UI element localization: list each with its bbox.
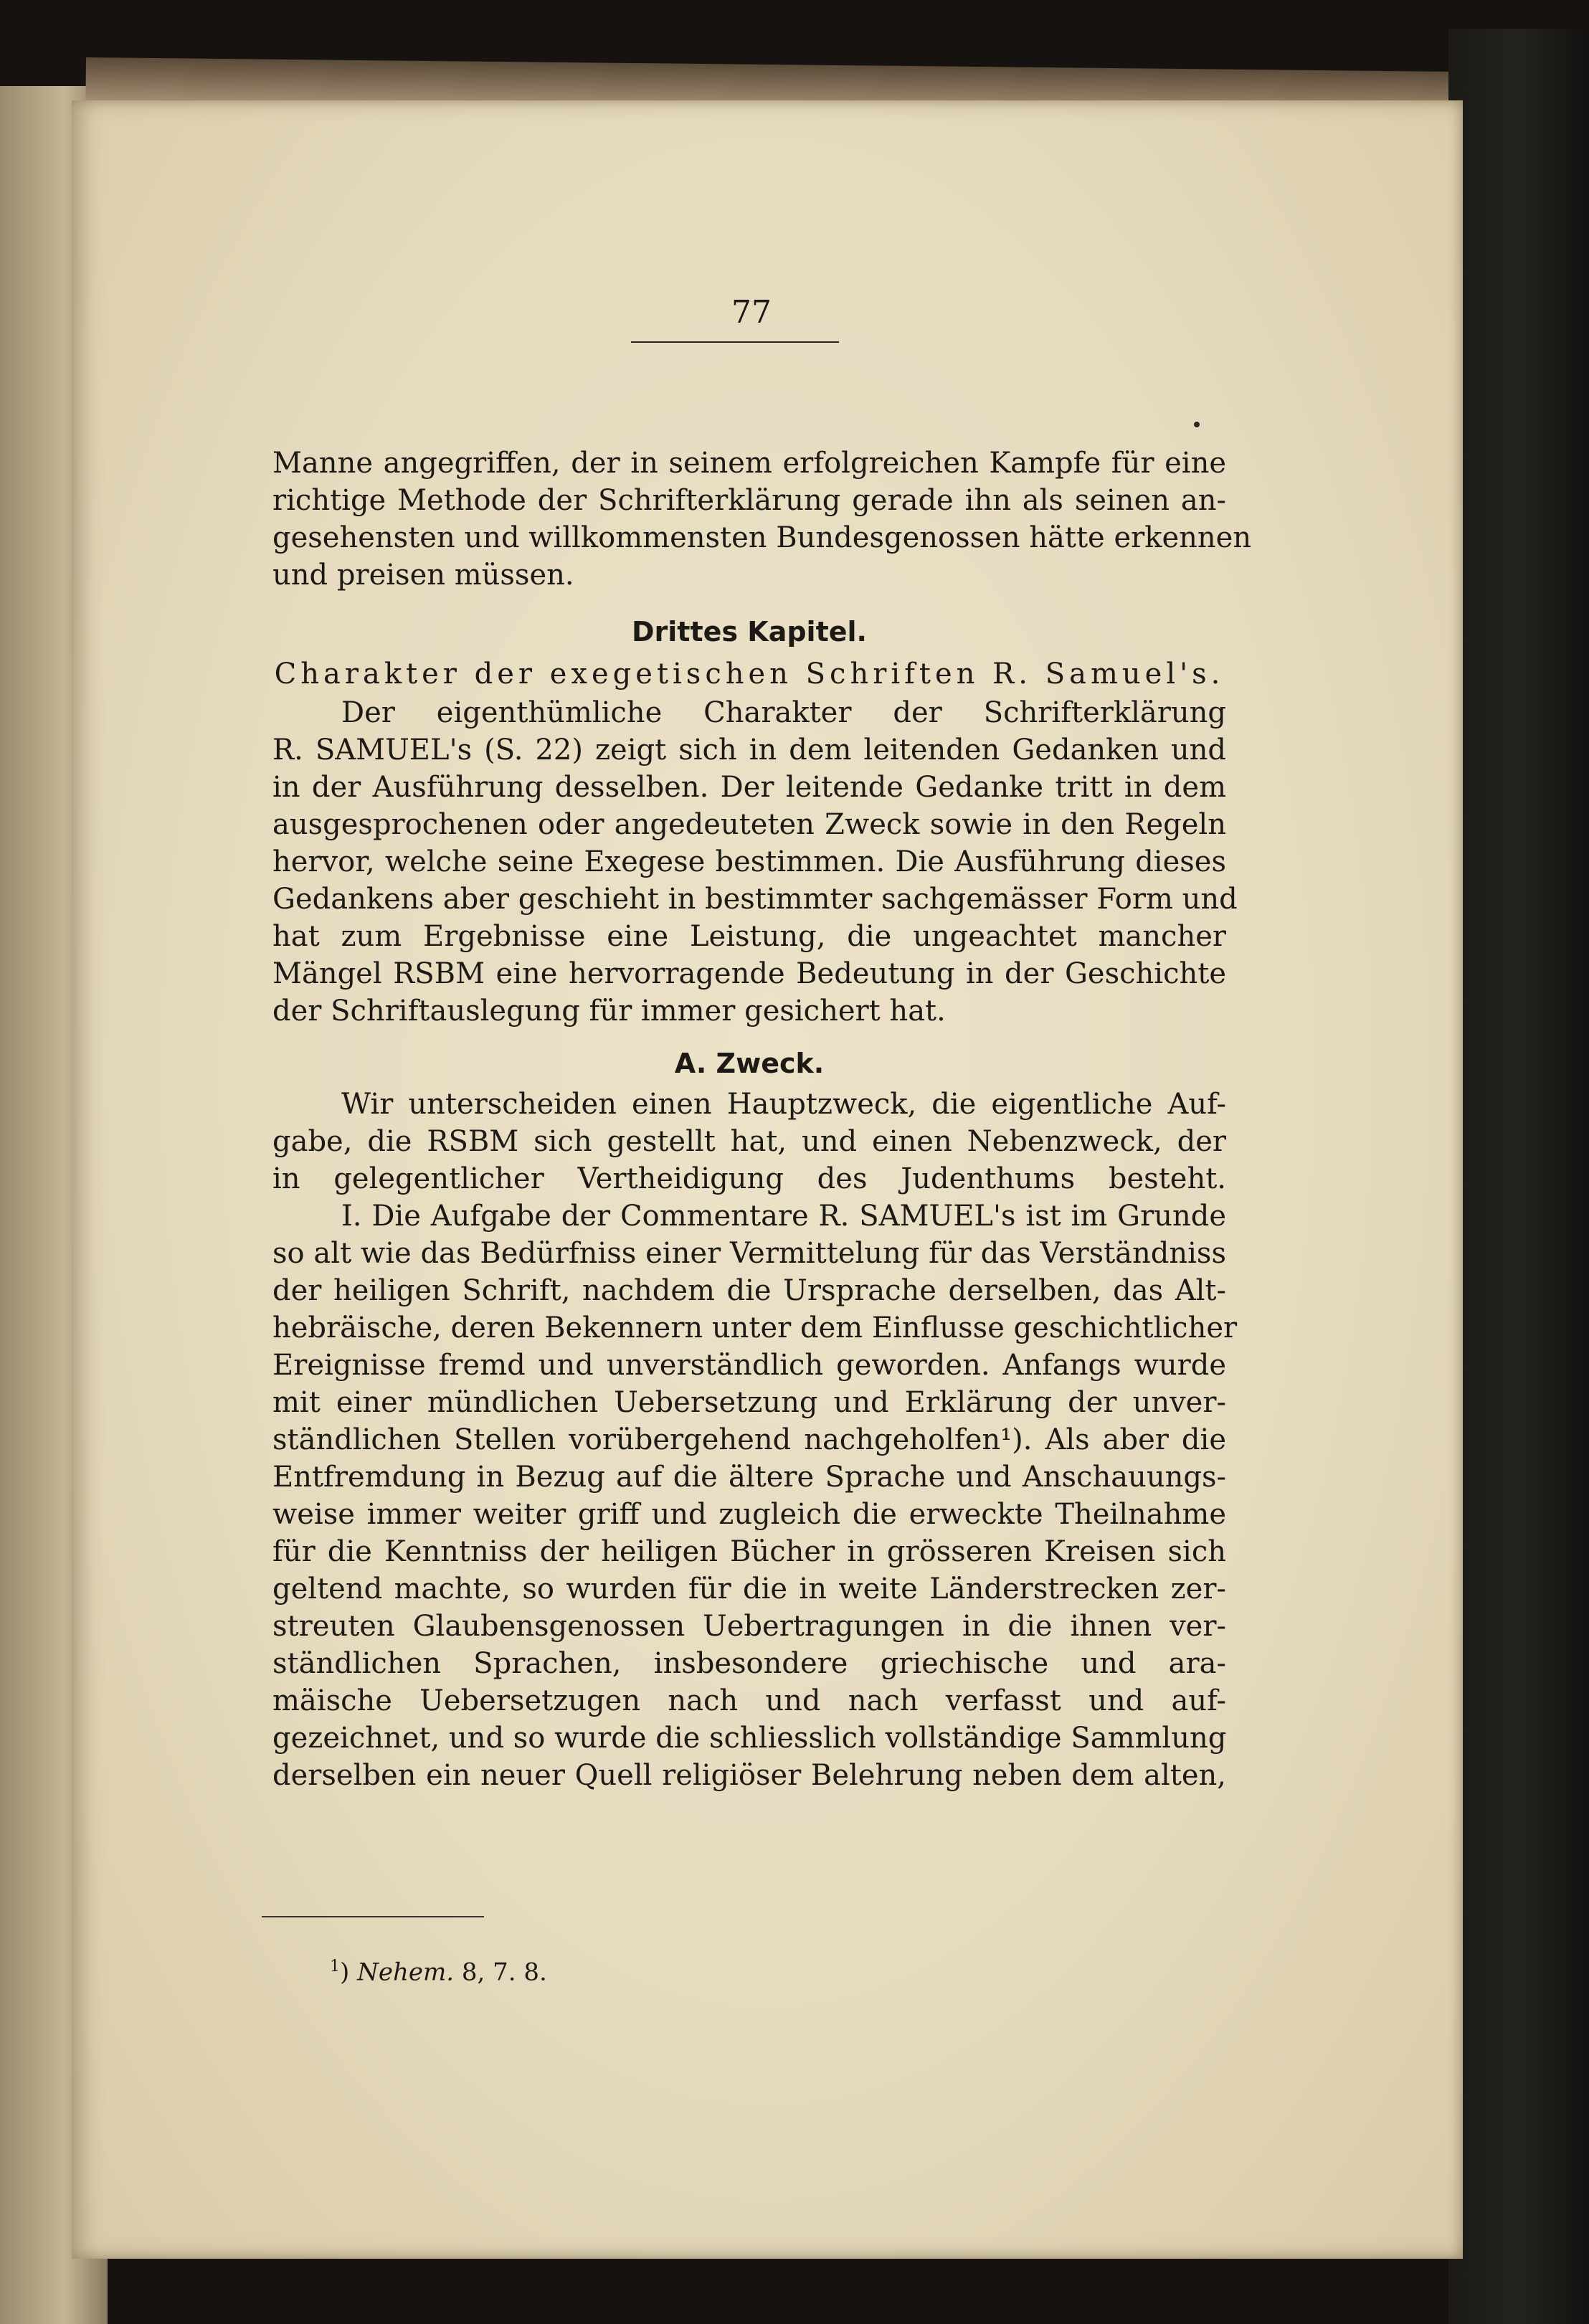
text-line: R. SAMUEL's (S. 22) zeigt sich in dem leitenden Gedanken und bbox=[272, 734, 1226, 767]
text-line: Gedankens aber geschieht in bestimmter sachgemässer Form und bbox=[272, 883, 1238, 916]
chapter-subtitle: Charakter der exegetischen Schriften R. Samuel's. bbox=[274, 658, 1225, 691]
text-line: hat zum Ergebnisse eine Leistung, die ungeachtet mancher bbox=[272, 920, 1226, 953]
page-number: 77 bbox=[731, 294, 772, 331]
section-heading: A. Zweck. bbox=[674, 1048, 825, 1079]
text-line: ständlichen Stellen vorübergehend nachgeholfen¹). Als aber die bbox=[272, 1423, 1226, 1456]
text-line: derselben ein neuer Quell religiöser Belehrung neben dem alten, bbox=[272, 1759, 1226, 1792]
text-line: Wir unterscheiden einen Hauptzweck, die eigentliche Auf- bbox=[341, 1088, 1226, 1121]
text-line: weise immer weiter griff und zugleich die erweckte Theilnahme bbox=[272, 1498, 1226, 1531]
text-line: für die Kenntniss der heiligen Bücher in grösseren Kreisen sich bbox=[272, 1535, 1226, 1568]
footnote-rule bbox=[262, 1916, 484, 1917]
text-line: mit einer mündlichen Uebersetzung und Erklärung der unver- bbox=[272, 1386, 1226, 1419]
chapter-heading: Drittes Kapitel. bbox=[632, 616, 867, 648]
footnote-text: 8, 7. 8. bbox=[461, 1958, 547, 1987]
text-line: gesehensten und willkommensten Bundesgenossen hätte erkennen bbox=[272, 521, 1252, 554]
book-cover-right bbox=[1448, 29, 1589, 2324]
text-line: richtige Methode der Schrifterklärung gerade ihn als seinen an- bbox=[272, 484, 1226, 517]
text-line: der Schriftauslegung für immer gesichert hat. bbox=[272, 995, 946, 1028]
footnote: $^1$) Nehem. 8, 7. 8. bbox=[330, 1958, 547, 1987]
text-line: Der eigenthümliche Charakter der Schrifterklärung bbox=[341, 696, 1226, 729]
text-line: und preisen müssen. bbox=[272, 559, 574, 592]
text-line: Entfremdung in Bezug auf die ältere Sprache und Anschauungs- bbox=[272, 1461, 1226, 1494]
ink-speck bbox=[1194, 422, 1200, 427]
text-line: ausgesprochenen oder angedeuteten Zweck sowie in den Regeln bbox=[272, 808, 1226, 841]
text-line: der heiligen Schrift, nachdem die Ursprache derselben, das Alt- bbox=[272, 1274, 1226, 1307]
text-line: gezeichnet, und so wurde die schliesslich vollständige Sammlung bbox=[272, 1722, 1227, 1755]
book-page bbox=[72, 100, 1463, 2259]
text-line: Manne angegriffen, der in seinem erfolgreichen Kampfe für eine bbox=[272, 447, 1226, 480]
text-line: I. Die Aufgabe der Commentare R. SAMUEL's ist im Grunde bbox=[341, 1200, 1226, 1233]
text-line: streuten Glaubensgenossen Uebertragungen in die ihnen ver- bbox=[272, 1610, 1226, 1643]
text-line: hebräische, deren Bekennern unter dem Einflusse geschichtlicher bbox=[272, 1312, 1238, 1344]
text-line: Ereignisse fremd und unverständlich geworden. Anfangs wurde bbox=[272, 1349, 1226, 1382]
text-line: geltend machte, so wurden für die in weite Länderstrecken zer- bbox=[272, 1573, 1226, 1606]
footnote-mark: 1 bbox=[330, 1958, 340, 1976]
page-number-rule bbox=[631, 341, 839, 343]
text-line: so alt wie das Bedürfniss einer Vermittelung für das Verständniss bbox=[272, 1237, 1226, 1270]
text-line: Mängel RSBM eine hervorragende Bedeutung in der Geschichte bbox=[272, 957, 1226, 990]
text-line: ständlichen Sprachen, insbesondere griechische und ara- bbox=[272, 1647, 1226, 1680]
text-line: hervor, welche seine Exegese bestimmen. Die Ausführung dieses bbox=[272, 845, 1226, 878]
body-text bbox=[272, 445, 1252, 1794]
text-line: in gelegentlicher Vertheidigung des Judenthums besteht. bbox=[272, 1162, 1226, 1195]
footnote-reference: Nehem. bbox=[357, 1958, 455, 1987]
text-line: in der Ausführung desselben. Der leitende Gedanke tritt in dem bbox=[272, 771, 1226, 804]
text-line: mäische Uebersetzugen nach und nach verfasst und auf- bbox=[272, 1684, 1226, 1717]
text-line: gabe, die RSBM sich gestellt hat, und einen Nebenzweck, der bbox=[272, 1125, 1226, 1158]
